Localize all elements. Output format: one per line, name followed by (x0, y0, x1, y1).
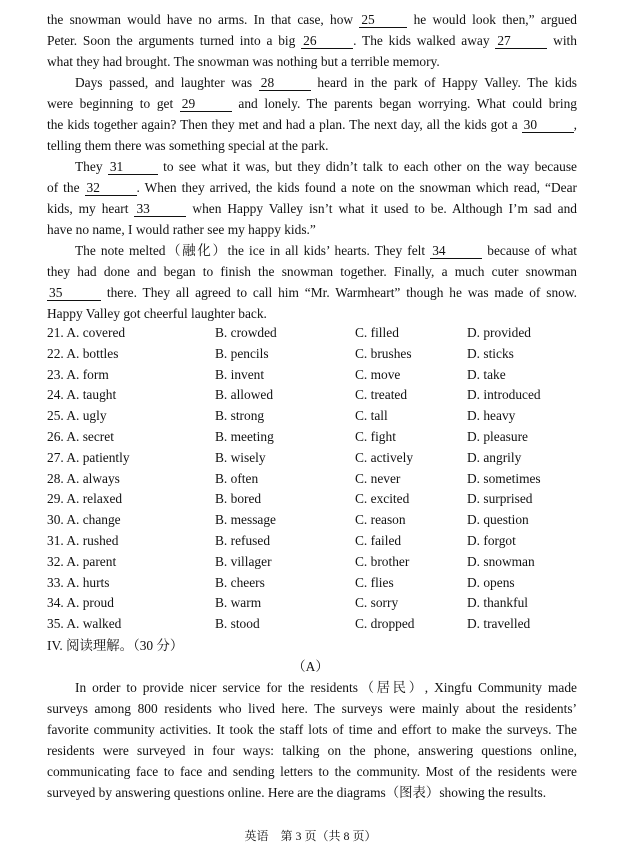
option-d[interactable]: D. question (467, 512, 529, 528)
question-option-a[interactable]: 23. A. form (47, 366, 109, 382)
passage-line: kids, my heart 33 when Happy Valley isn’t what it used to be. Although I’m sad and (47, 201, 577, 216)
option-d[interactable]: D. introduced (467, 387, 541, 403)
question-row (47, 573, 587, 593)
passage-line: the kids together again? Then they met and had a plan. The next day, all the kids got a 30 , (47, 117, 578, 132)
option-d[interactable]: D. heavy (467, 408, 516, 424)
option-b[interactable]: B. refused (215, 533, 271, 548)
passage-line: they had done and began to finish the snowman together. Finally, a much cuter snowman (47, 264, 577, 279)
question-row (47, 510, 587, 530)
blank-25[interactable]: 25 (359, 12, 407, 28)
option-d[interactable]: D. angrily (467, 449, 522, 465)
option-c[interactable]: C. reason (355, 512, 406, 528)
passage-line: 35 there. They all agreed to call him “Mr. Warmheart” though he was made of snow. (49, 285, 577, 300)
blank-29[interactable]: 29 (180, 96, 232, 112)
option-d[interactable]: D. provided (467, 325, 531, 340)
reading-line: surveys among 800 residents who lived here. The surveys were mainly about the residents’ (47, 701, 577, 716)
question-row (47, 323, 587, 343)
option-d[interactable]: D. surprised (467, 491, 533, 507)
question-row (47, 448, 587, 468)
question-row (47, 489, 587, 509)
option-b[interactable]: B. warm (215, 595, 262, 611)
option-c[interactable]: C. brushes (355, 345, 412, 361)
option-b[interactable]: B. wisely (215, 449, 266, 465)
question-option-a[interactable]: 28. A. always (47, 470, 120, 486)
passage-line: the snowman would have no arms. In that case, how 25 he would look then,” argued (47, 12, 577, 27)
blank-33[interactable]: 33 (134, 201, 186, 217)
question-option-a[interactable]: 35. A. walked (47, 616, 122, 632)
option-d[interactable]: D. sometimes (467, 470, 541, 486)
option-b[interactable]: B. cheers (215, 574, 265, 590)
reading-line: favorite community activities. It took the staff lots of time and effort to make the surveys. The (47, 722, 577, 737)
option-d[interactable]: D. take (467, 366, 506, 382)
option-d[interactable]: D. snowman (467, 553, 535, 569)
reading-line: residents were surveyed in four ways: talking on the phone, answering questions online, (47, 743, 577, 758)
question-option-a[interactable]: 26. A. secret (47, 429, 114, 444)
passage-line: what they had brought. The snowman was nothing but a terrible memory. (47, 54, 440, 69)
option-c[interactable]: C. flies (355, 574, 394, 590)
question-row (47, 344, 587, 364)
option-c[interactable]: C. sorry (355, 595, 399, 611)
question-row (47, 406, 587, 426)
question-option-a[interactable]: 24. A. taught (47, 387, 117, 403)
option-d[interactable]: D. travelled (467, 616, 531, 632)
option-b[interactable]: B. villager (215, 553, 272, 569)
question-row (47, 385, 587, 405)
blank-26[interactable]: 26 (301, 33, 353, 49)
option-c[interactable]: C. tall (355, 408, 388, 424)
option-d[interactable]: D. sticks (467, 345, 514, 361)
passage-line: telling them there was something special at the park. (47, 138, 329, 153)
option-c[interactable]: C. actively (355, 449, 414, 465)
option-d[interactable]: D. pleasure (467, 429, 528, 444)
option-c[interactable]: C. dropped (355, 616, 415, 632)
question-row (47, 365, 587, 385)
blank-28[interactable]: 28 (259, 75, 311, 91)
option-c[interactable]: C. fight (355, 429, 396, 444)
option-b[interactable]: B. stood (215, 616, 260, 632)
question-option-a[interactable]: 33. A. hurts (47, 574, 110, 590)
question-row (47, 614, 587, 634)
passage-line: Days passed, and laughter was 28 heard in the park of Happy Valley. The kids (75, 75, 577, 90)
option-b[interactable]: B. often (215, 470, 259, 486)
question-option-a[interactable]: 29. A. relaxed (47, 491, 123, 507)
part-label: （A） (292, 659, 329, 674)
question-row (47, 427, 587, 447)
section-heading: IV. 阅读理解。（30 分） (47, 638, 184, 653)
option-b[interactable]: B. invent (215, 366, 265, 382)
passage-line: were beginning to get 29 and lonely. The parents began worrying. What could bring (47, 96, 577, 111)
option-b[interactable]: B. meeting (215, 429, 274, 444)
passage-line: have no name, I would rather see my happy kids.” (47, 222, 316, 237)
option-b[interactable]: B. crowded (215, 325, 277, 340)
question-option-a[interactable]: 31. A. rushed (47, 533, 119, 548)
blank-31[interactable]: 31 (108, 159, 158, 175)
option-c[interactable]: C. move (355, 366, 401, 382)
option-c[interactable]: C. brother (355, 553, 410, 569)
passage-line: of the 32 . When they arrived, the kids found a note on the snowman which read, “Dear (47, 180, 577, 195)
passage-line: Peter. Soon the arguments turned into a big 26 . The kids walked away 27 with (47, 33, 577, 48)
blank-34[interactable]: 34 (430, 243, 482, 259)
blank-27[interactable]: 27 (495, 33, 547, 49)
question-option-a[interactable]: 25. A. ugly (47, 408, 107, 424)
question-row (47, 469, 587, 489)
page-footer: 英语 第 3 页（共 8 页） (244, 829, 377, 843)
blank-30[interactable]: 30 (522, 117, 574, 133)
blank-32[interactable]: 32 (85, 180, 137, 196)
reading-line: surveyed by answering questions online. Here are the diagrams（图表）showing the results. (47, 785, 547, 800)
passage-line: The note melted（融化）the ice in all kids’ hearts. They felt 34 because of what (75, 243, 577, 258)
passage-line: Happy Valley got cheerful laughter back. (47, 306, 267, 321)
question-option-a[interactable]: 22. A. bottles (47, 345, 119, 361)
option-b[interactable]: B. strong (215, 408, 265, 424)
blank-35[interactable]: 35 (47, 285, 101, 301)
question-option-a[interactable]: 32. A. parent (47, 553, 117, 569)
question-option-a[interactable]: 30. A. change (47, 512, 121, 528)
option-c[interactable]: C. never (355, 470, 401, 486)
option-b[interactable]: B. allowed (215, 387, 274, 403)
question-option-a[interactable]: 27. A. patiently (47, 449, 130, 465)
reading-line: In order to provide nicer service for the residents（居民）, Xingfu Community made (75, 680, 577, 695)
reading-line: communicating face to face and sending letters to the community. Most of the residents were (47, 764, 577, 779)
option-d[interactable]: D. forgot (467, 533, 516, 548)
question-option-a[interactable]: 34. A. proud (47, 595, 114, 611)
option-c[interactable]: C. failed (355, 533, 402, 548)
option-c[interactable]: C. filled (355, 325, 399, 340)
option-c[interactable]: C. excited (355, 491, 410, 507)
passage-line: They 31 to see what it was, but they didn’t talk to each other on the way because (75, 159, 577, 174)
question-row (47, 531, 587, 551)
option-d[interactable]: D. opens (467, 574, 515, 590)
option-b[interactable]: B. bored (215, 491, 262, 507)
option-b[interactable]: B. pencils (215, 345, 269, 361)
question-row (47, 552, 587, 572)
option-c[interactable]: C. treated (355, 387, 408, 403)
option-d[interactable]: D. thankful (467, 595, 528, 611)
option-b[interactable]: B. message (215, 512, 276, 528)
question-row (47, 593, 587, 613)
question-option-a[interactable]: 21. A. covered (47, 325, 126, 340)
